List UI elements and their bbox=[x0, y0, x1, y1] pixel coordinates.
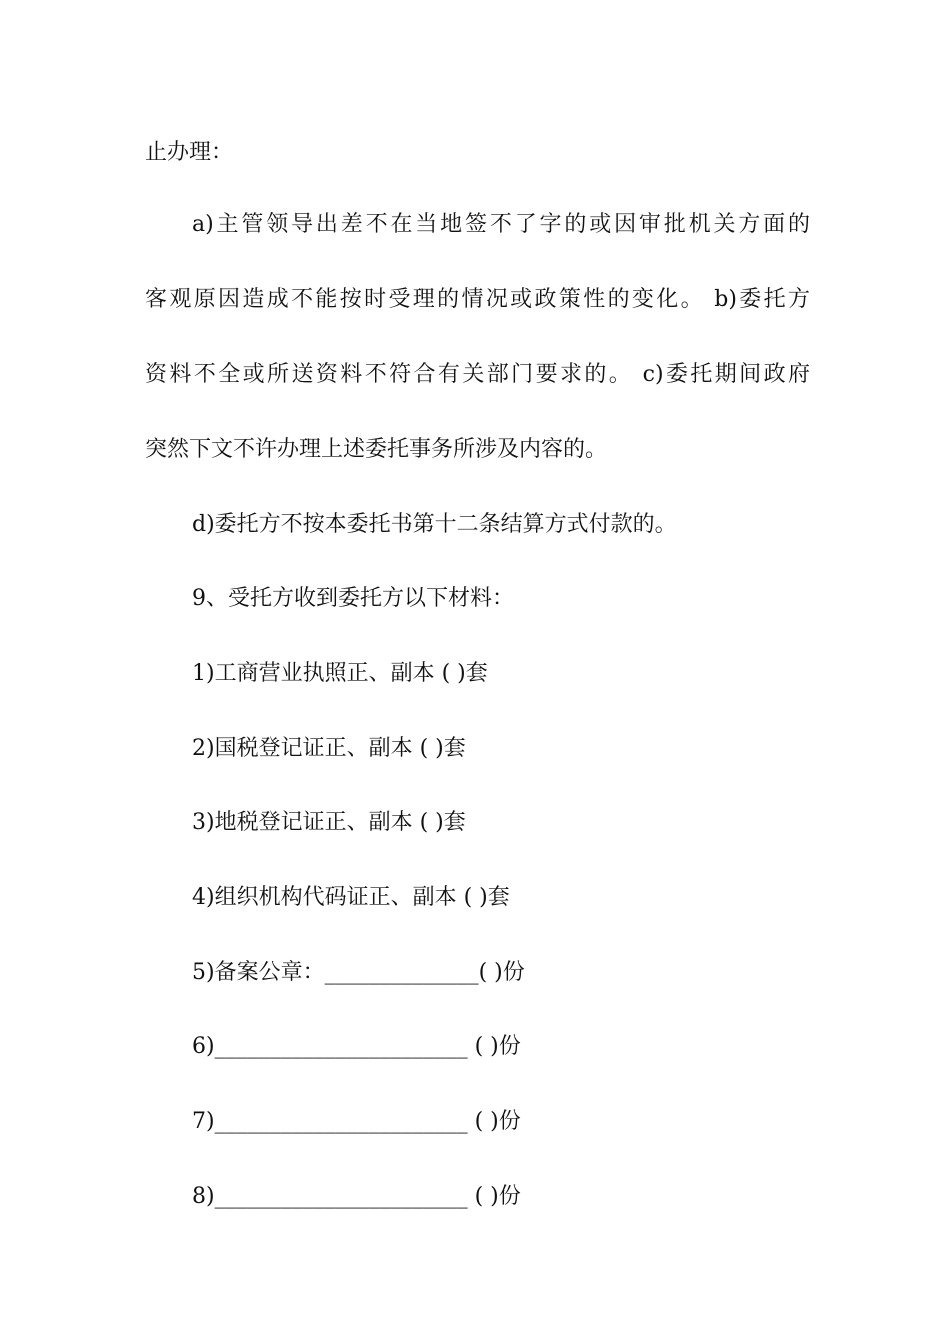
text-line-item-d: d)委托方不按本委托书第十二条结算方式付款的。 bbox=[192, 512, 677, 537]
material-item-8: 8)_______________________ ( )份 bbox=[192, 1184, 521, 1209]
material-item-4: 4)组织机构代码证正、副本 ( )套 bbox=[192, 885, 510, 910]
material-item-5: 5)备案公章：______________( )份 bbox=[192, 960, 525, 985]
material-item-6: 6)_______________________ ( )份 bbox=[192, 1034, 521, 1059]
text-line-item-b-cont-c: 资料不全或所送资料不符合有关部门要求的。 c)委托期间政府 bbox=[145, 362, 810, 387]
text-line-section-9: 9、受托方收到委托方以下材料： bbox=[192, 586, 514, 611]
text-line-item-c-cont: 突然下文不许办理上述委托事务所涉及内容的。 bbox=[145, 437, 608, 462]
text-line-item-a: a)主管领导出差不在当地签不了字的或因审批机关方面的 bbox=[192, 212, 810, 237]
material-item-2: 2)国税登记证正、副本 ( )套 bbox=[192, 736, 466, 761]
text-line-item-a-cont-b: 客观原因造成不能按时受理的情况或政策性的变化。 b)委托方 bbox=[145, 287, 810, 312]
text-line-continuation: 止办理： bbox=[145, 140, 234, 165]
material-item-3: 3)地税登记证正、副本 ( )套 bbox=[192, 810, 466, 835]
material-item-1: 1)工商营业执照正、副本 ( )套 bbox=[192, 661, 488, 686]
material-item-7: 7)_______________________ ( )份 bbox=[192, 1109, 521, 1134]
